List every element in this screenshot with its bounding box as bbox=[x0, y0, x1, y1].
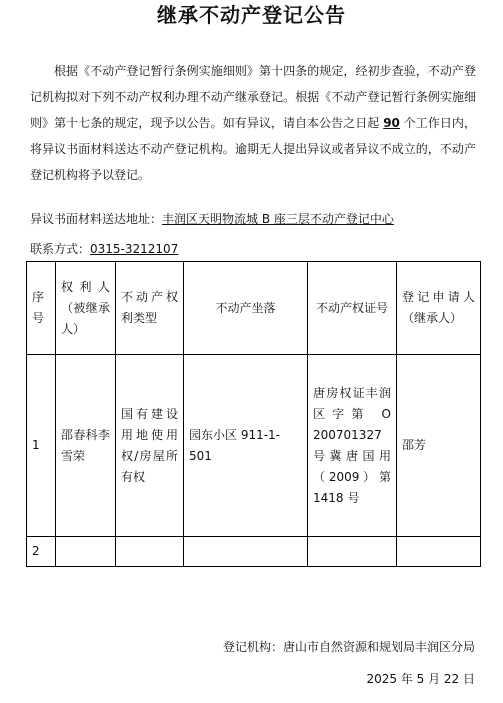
header-cert-no: 不动产权证号 bbox=[308, 262, 397, 355]
table-row bbox=[27, 537, 481, 567]
address-value: 丰润区天明物流城 B 座三层不动产登记中心 bbox=[162, 212, 394, 226]
cell-applicant: 邵芳 bbox=[397, 355, 481, 537]
cell-holder bbox=[56, 537, 116, 567]
objection-days: 90 bbox=[383, 116, 400, 130]
address-label: 异议书面材料送达地址： bbox=[30, 212, 163, 226]
header-applicant: 登记申请人（继承人） bbox=[397, 262, 481, 355]
cell-seq: 1 bbox=[27, 355, 56, 537]
cell-applicant bbox=[397, 537, 481, 567]
cell-cert-no: 唐房权证丰润区字第 O 200701327 号冀唐国用（2009）第 1418 号 bbox=[308, 355, 397, 537]
cell-holder: 邵春科李雪荣 bbox=[56, 355, 116, 537]
cell-location bbox=[184, 537, 308, 567]
property-table bbox=[26, 261, 481, 567]
header-seq: 序号 bbox=[27, 262, 56, 355]
header-holder: 权利人（被继承人） bbox=[56, 262, 116, 355]
page-title: 继承不动产登记公告 bbox=[157, 3, 346, 27]
cell-cert-no bbox=[308, 537, 397, 567]
registration-agency: 登记机构：唐山市自然资源和规划局丰润区分局 bbox=[222, 640, 475, 654]
header-right-type: 不动产权利类型 bbox=[116, 262, 184, 355]
cell-right-type bbox=[116, 537, 184, 567]
body-text-part1: 根据《不动产登记暂行条例实施细则》第十四条的规定，经初步查验，不动产登记机构拟对下列不动产权利办理不动产继承登记。根据《不动产登记暂行条例实施细则》第十七条的规定，现予以公告。如有异议，请自本公告之日起 bbox=[30, 64, 476, 130]
announcement-date: 2025 年 5 月 22 日 bbox=[366, 672, 475, 686]
contact-line bbox=[30, 239, 178, 259]
address-line bbox=[30, 209, 394, 229]
header-location: 不动产坐落 bbox=[184, 262, 308, 355]
announcement-body bbox=[30, 58, 476, 188]
table-row bbox=[27, 355, 481, 537]
cell-seq: 2 bbox=[27, 537, 56, 567]
body-text-part2: 个工作日内，将异议书面材料送达不动产登记机构。逾期无人提出异议或者异议不成立的，不动产登记机构将予以登记。 bbox=[30, 116, 476, 182]
contact-value: 0315-3212107 bbox=[90, 242, 179, 256]
contact-label: 联系方式： bbox=[30, 242, 91, 256]
cell-right-type: 国有建设用地使用权/房屋所有权 bbox=[116, 355, 184, 537]
cell-location: 园东小区 911-1-501 bbox=[184, 355, 308, 537]
table-header-row bbox=[27, 262, 481, 355]
